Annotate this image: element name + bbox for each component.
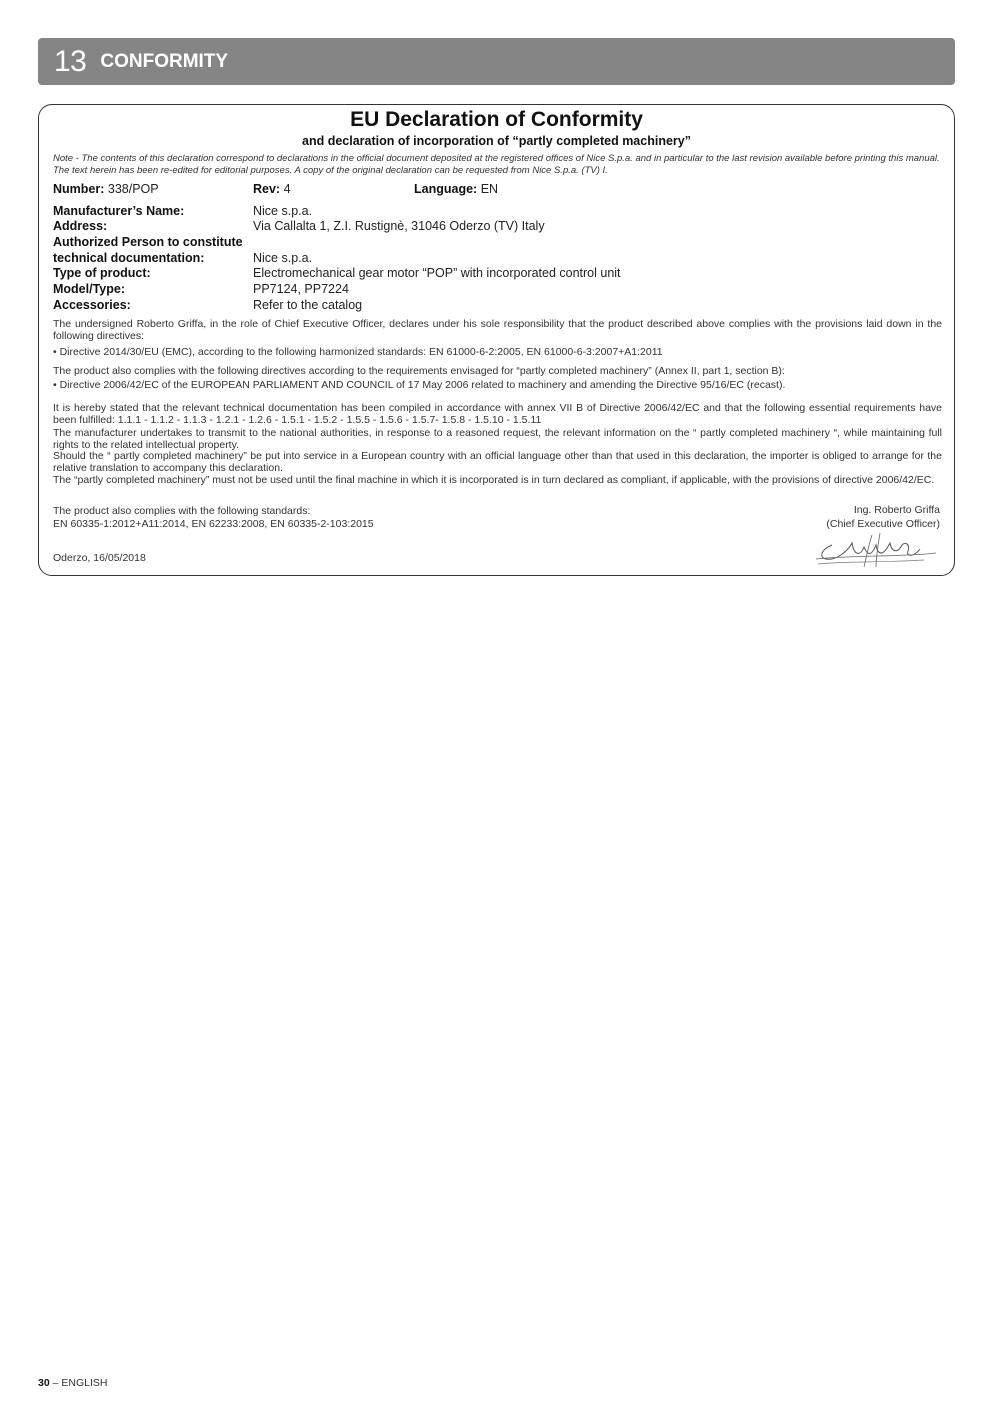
language-field (414, 182, 498, 198)
undersigned-paragraph: The undersigned Roberto Griffa, in the role of Chief Executive Officer, declares under his sole responsibility that the product described above complies with the provisions laid down in the following directives: (53, 318, 942, 342)
language-value: EN (480, 182, 499, 196)
field-value: PP7124, PP7224 (253, 282, 349, 296)
field-value: Via Callalta 1, Z.I. Rustignè, 31046 Oderzo (TV) Italy (253, 219, 545, 233)
declaration-subtitle: and declaration of incorporation of “partly completed machinery” (302, 134, 691, 148)
number-value: 338/POP (107, 182, 159, 196)
field-value: Refer to the catalog (253, 298, 363, 312)
field-label: Accessories: (53, 298, 131, 312)
page-number: 30 (38, 1377, 50, 1389)
section-number: 13 (54, 44, 87, 78)
number-field (53, 182, 159, 198)
declaration-title: EU Declaration of Conformity (350, 108, 643, 131)
rev-value: 4 (283, 182, 291, 196)
usage-paragraph: The “partly completed machinery” must not be used until the final machine in which it is incorporated is in turn declared as compliant, if applicable, with the provisions of directive 2006/42/EC. (53, 474, 935, 486)
place-date: Oderzo, 16/05/2018 (53, 552, 146, 564)
partly-completed-paragraph: The product also complies with the following directives according to the requirements envisaged for “partly completed machinery” (Annex II, part 1, section B): (53, 365, 785, 377)
footer-language: ENGLISH (61, 1377, 108, 1389)
declaration-note: Note - The contents of this declaration correspond to declarations in the official document deposited at the registered offices of Nice S.p.a. and in particular to the last revision available before printing this manual. The text herein has been re-edited for editorial purposes. A copy of the original declaration can be requested from Nice S.p.a. (TV) I. (53, 153, 940, 176)
standards-list: EN 60335-1:2012+A11:2014, EN 62233:2008, EN 60335-2-103:2015 (53, 518, 374, 530)
rev-field (253, 182, 291, 198)
signatory-name: Ing. Roberto Griffa (853, 504, 940, 516)
signatory-role: (Chief Executive Officer) (826, 518, 940, 530)
section-header (38, 38, 955, 85)
footer-separator: – (49, 1377, 62, 1389)
field-label: Model/Type: (53, 282, 125, 296)
manufacturer-undertakes-paragraph: The manufacturer undertakes to transmit to the national authorities, in response to a reasoned request, the relevant information on the “ partly completed machinery “, while maintaining full rights to the related intellectual property. (53, 427, 942, 451)
field-value: Nice s.p.a. (253, 204, 313, 218)
field-label: Address: (53, 219, 108, 233)
rev-label: Rev: (253, 182, 281, 196)
field-label: Type of product: (53, 266, 151, 280)
language-label: Language: (414, 182, 478, 196)
section-title: CONFORMITY (100, 50, 229, 72)
technical-doc-paragraph: It is hereby stated that the relevant technical documentation has been compiled in accordance with annex VII B of Directive 2006/42/EC and that the following essential requirements have been fulfilled: 1.1.1 - 1.1.2 - 1.1.3 - 1.2.1 - 1.2.6 - 1.5.1 - 1.5.2 - 1.5.5 - 1.5.6 - 1.5.7- 1.5.8 - 1.5.10 - 1.5.11 (53, 402, 942, 426)
translation-paragraph: Should the “ partly completed machinery” be put into service in a European country with an official language other than that used in this declaration, the importer is obliged to arrange for the relative translation to accompany this declaration. (53, 450, 942, 474)
field-label: Authorized Person to constitute (53, 235, 243, 249)
declaration-box (38, 104, 955, 576)
page-footer (38, 1377, 107, 1389)
field-value: Nice s.p.a. (253, 251, 313, 265)
number-label: Number: (53, 182, 105, 196)
field-value: Electromechanical gear motor “POP” with incorporated control unit (253, 266, 621, 280)
directive-emc: • Directive 2014/30/EU (EMC), according to the following harmonized standards: EN 61000-6-2:2005, EN 61000-6-3:2007+A1:2011 (53, 346, 663, 358)
directive-machinery: • Directive 2006/42/EC of the EUROPEAN PARLIAMENT AND COUNCIL of 17 May 2006 related to machinery and amending the Directive 95/16/EC (recast). (53, 379, 786, 391)
field-label: technical documentation: (53, 251, 205, 265)
standards-intro: The product also complies with the following standards: (53, 505, 311, 517)
field-label: Manufacturer’s Name: (53, 204, 185, 218)
